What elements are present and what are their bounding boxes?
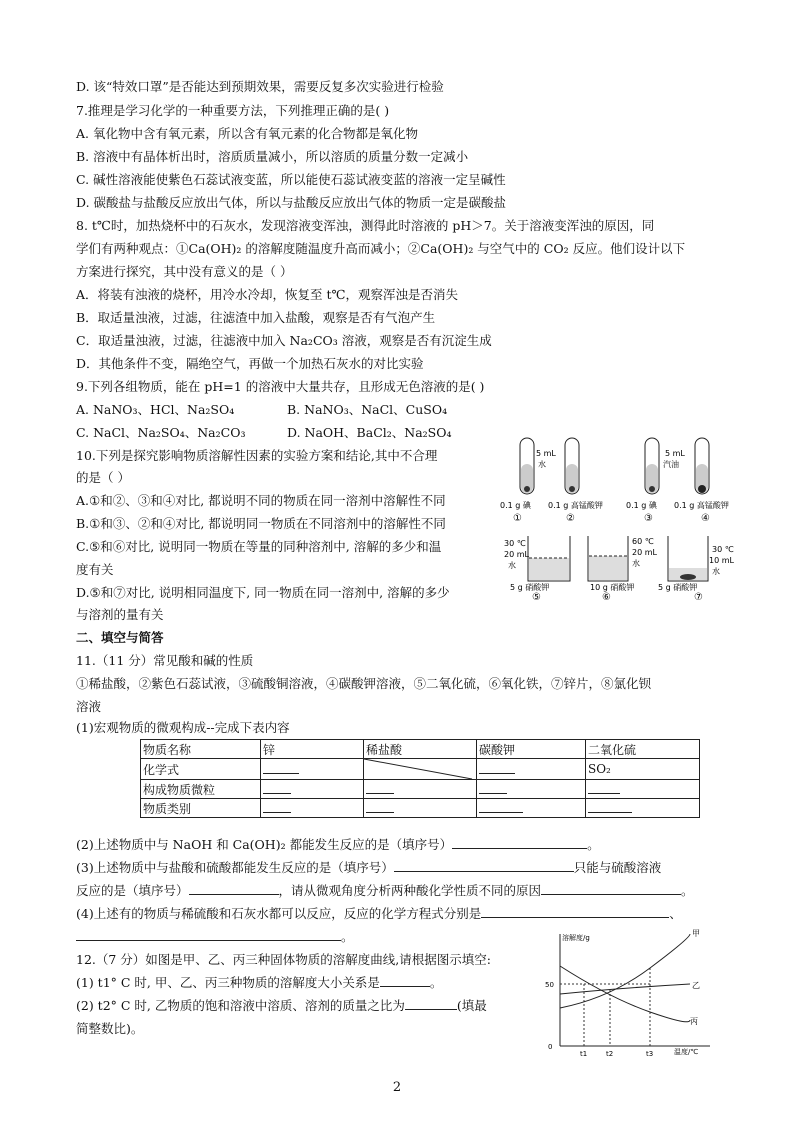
q8-option-b: B．取适量浊液，过滤，往滤渣中加入盐酸，观察是否有气泡产生 <box>76 310 436 325</box>
question-10-line2: 的是（ ） <box>76 470 130 485</box>
table-cell: 物质类别 <box>141 799 261 818</box>
q12-part-1: (1) t1° C 时, 甲、乙、丙三种物质的溶解度大小关系是 。 <box>76 975 443 990</box>
table-row <box>141 740 700 759</box>
q11-table <box>140 739 700 818</box>
q12-part-2-text: (2) t2° C 时, 乙物质的饱和溶液中溶质、溶剂的质量之比为 <box>76 998 405 1013</box>
answer-blank[interactable] <box>261 799 364 818</box>
answer-blank[interactable] <box>380 974 430 987</box>
answer-blank[interactable] <box>364 799 477 818</box>
table-row <box>141 759 700 780</box>
beaker-5 <box>528 536 570 581</box>
tube-label: 0.1 g 碘 <box>626 501 657 510</box>
q12-part-2 <box>76 997 487 1015</box>
q8-option-c: C．取适量浊液，过滤，往滤液中加入 Na₂CO₃ 溶液，观察是否有沉淀生成 <box>76 333 492 348</box>
question-8-line3: 方案进行探究，其中没有意义的是（ ） <box>76 264 293 279</box>
answer-blank[interactable] <box>394 859 574 872</box>
y-tick-label: 0 <box>548 1043 553 1051</box>
beaker-temp: 30 ℃ <box>504 539 526 548</box>
series-jia-curve <box>560 934 690 1008</box>
section-2-heading: 二、填空与简答 <box>76 630 164 645</box>
table-row <box>141 780 700 799</box>
answer-blank[interactable] <box>586 780 700 799</box>
x-tick-label: t1 <box>580 1050 588 1058</box>
crossed-cell <box>364 759 477 780</box>
series-yi-label: 乙 <box>692 981 700 990</box>
q11-part-4-line2: 。 <box>76 928 354 946</box>
question-9: 9.下列各组物质，能在 pH=1 的溶液中大量共存，且形成无色溶液的是( ) <box>76 379 485 394</box>
answer-blank[interactable] <box>477 799 586 818</box>
q11-part-4-line1: (4)上述有的物质与稀硫酸和石灰水都可以反应，反应的化学方程式分别是 、 <box>76 906 682 921</box>
beaker-number: ⑦ <box>694 592 703 603</box>
tube-solvent-oil-label: 5 mL <box>665 449 685 458</box>
tube-label: 0.1 g 高锰酸钾 <box>674 501 729 510</box>
beaker-liquid: 水 <box>712 567 720 576</box>
tube-number: ④ <box>701 513 710 524</box>
q11-part-1: (1)宏观物质的微观构成--完成下表内容 <box>76 720 290 735</box>
q7-option-d: D. 碳酸盐与盐酸反应放出气体，所以与盐酸反应放出气体的物质一定是碳酸盐 <box>76 195 507 210</box>
beaker-number: ⑥ <box>602 592 611 603</box>
table-cell: 锌 <box>261 740 364 759</box>
q11-part-2-text: (2)上述物质中与 NaOH 和 Ca(OH)₂ 都能发生反应的是（填序号） <box>76 837 453 852</box>
beaker-volume: 20 mL <box>632 548 657 557</box>
question-8-line1: 8. t℃时，加热烧杯中的石灰水，发现溶液变浑浊，测得此时溶液的 pH＞7。关于溶液变浑浊的原因，同 <box>76 218 655 233</box>
tube-number: ③ <box>644 513 653 524</box>
question-8-line2: 学们有两种观点：①Ca(OH)₂ 的溶解度随温度升高而减小；②Ca(OH)₂ 与空气中的 CO₂ 反应。他们设计以下 <box>76 241 686 256</box>
answer-blank[interactable] <box>261 780 364 799</box>
q11-part-3-text: (3)上述物质中与盐酸和硫酸都能发生反应的是（填序号） <box>76 860 394 875</box>
tube-number: ② <box>566 513 575 524</box>
question-11: 11.（11 分）常见酸和碱的性质 <box>76 653 254 668</box>
answer-blank[interactable] <box>477 780 586 799</box>
q8-option-a: A．将装有浊液的烧杯，用冷水冷却，恢复至 t℃，观察浑浊是否消失 <box>76 287 459 302</box>
q7-option-b: B. 溶液中有晶体析出时，溶质质量减小，所以溶质的质量分数一定减小 <box>76 149 469 164</box>
table-cell: 化学式 <box>141 759 261 780</box>
series-bing-label: 丙 <box>690 1017 698 1026</box>
table-cell: 构成物质微粒 <box>141 780 261 799</box>
question-12: 12.（7 分）如图是甲、乙、丙三种固体物质的溶解度曲线,请根据图示填空: <box>76 952 491 967</box>
q12-part-2-text-b: (填最 <box>456 998 487 1013</box>
q10-option-c-line2: 度有关 <box>76 562 114 577</box>
q11-part-2: (2)上述物质中与 NaOH 和 Ca(OH)₂ 都能发生反应的是（填序号） 。 <box>76 837 600 852</box>
tube-solvent-water-label2: 水 <box>538 460 546 469</box>
q11-part-3-text-c: 反应的是（填序号） <box>76 883 189 898</box>
beaker-liquid: 水 <box>632 559 640 568</box>
table-row <box>141 799 700 818</box>
y-tick-label: 50 <box>545 981 554 989</box>
series-jia-label: 甲 <box>692 929 700 938</box>
q11-list-line2: 溶液 <box>76 699 102 714</box>
answer-blank[interactable] <box>477 759 586 780</box>
series-yi-curve <box>560 984 690 994</box>
q9-option-c: C. NaCl、Na₂SO₄、Na₂CO₃ <box>76 425 246 440</box>
page-number: 2 <box>392 1080 402 1095</box>
test-tube-2 <box>565 438 579 494</box>
q11-list-line1: ①稀盐酸，②紫色石蕊试液，③硫酸铜溶液，④碳酸钾溶液，⑤二氧化硫，⑥氧化铁，⑦锌片，⑧氯化钡 <box>76 676 652 691</box>
answer-blank[interactable] <box>364 780 477 799</box>
answer-blank[interactable] <box>481 905 669 918</box>
beaker-temp: 30 ℃ <box>712 545 734 554</box>
table-cell: 碳酸钾 <box>477 740 586 759</box>
q10-option-c-line1: C.⑤和⑥对比, 说明同一物质在等量的同种溶剂中, 溶解的多少和温 <box>76 539 442 554</box>
x-axis-label: 温度/℃ <box>674 1048 699 1056</box>
table-cell: 二氧化硫 <box>586 740 700 759</box>
tube-label: 0.1 g 碘 <box>500 501 531 510</box>
answer-blank[interactable] <box>189 882 279 895</box>
x-tick-label: t3 <box>646 1050 654 1058</box>
q10-option-d-line2: 与溶剂的量有关 <box>76 607 164 622</box>
q12-part-2-line2: 简整数比)。 <box>76 1021 144 1036</box>
answer-blank[interactable] <box>76 928 341 941</box>
tube-solvent-oil-label2: 汽油 <box>663 460 679 469</box>
test-tube-3 <box>645 438 659 494</box>
answer-blank[interactable] <box>452 836 587 849</box>
beaker-label: 5 g 硝酸钾 <box>510 583 550 592</box>
q11-part-3-line1 <box>76 859 661 877</box>
q9-option-a: A. NaNO₃、HCl、Na₂SO₄ <box>76 402 235 417</box>
answer-blank[interactable] <box>541 882 681 895</box>
q12-part-1-text: (1) t1° C 时, 甲、乙、丙三种物质的溶解度大小关系是 <box>76 975 380 990</box>
x-tick-label: t2 <box>606 1050 614 1058</box>
q10-option-d-line1: D.⑤和⑦对比, 说明相同温度下, 同一物质在同一溶剂中, 溶解的多少 <box>76 585 450 600</box>
answer-blank[interactable] <box>405 997 457 1010</box>
answer-blank[interactable] <box>586 799 700 818</box>
beaker-liquid: 水 <box>508 561 516 570</box>
q11-part-3-text-b: 只能与硫酸溶液 <box>573 860 662 875</box>
question-7: 7.推理是学习化学的一种重要方法，下列推理正确的是( ) <box>76 103 390 118</box>
beaker-volume: 10 mL <box>709 556 734 565</box>
beaker-7 <box>668 536 708 581</box>
y-axis-label: 溶解度/g <box>562 934 590 942</box>
table-cell: SO₂ <box>586 759 700 780</box>
test-tube-1 <box>520 438 534 494</box>
q9-option-b: B. NaNO₃、NaCl、CuSO₄ <box>287 402 448 417</box>
q9-option-d: D. NaOH、BaCl₂、Na₂SO₄ <box>287 425 452 440</box>
option-d-line: D. 该“特效口罩”是否能达到预期效果，需要反复多次实验进行检验 <box>76 79 444 94</box>
answer-blank[interactable] <box>261 759 364 780</box>
beaker-label: 10 g 硝酸钾 <box>590 583 635 592</box>
q10-option-b: B.①和③、②和④对比, 都说明同一物质在不同溶剂中的溶解性不同 <box>76 516 446 531</box>
series-bing-curve <box>560 966 690 1022</box>
table-cell: 物质名称 <box>141 740 261 759</box>
q11-part-4-text: (4)上述有的物质与稀硫酸和石灰水都可以反应，反应的化学方程式分别是 <box>76 906 482 921</box>
beaker-label: 5 g 硝酸钾 <box>658 583 698 592</box>
tube-solvent-water-label: 5 mL <box>536 449 556 458</box>
question-10-line1: 10.下列是探究影响物质溶解性因素的实验方案和结论,其中不合理 <box>76 448 438 463</box>
q8-option-d: D．其他条件不变，隔绝空气，再做一个加热石灰水的对比实验 <box>76 356 424 371</box>
q11-part-3-line2: 反应的是（填序号） ，请从微观角度分析两种酸化学性质不同的原因 。 <box>76 883 694 898</box>
q10-option-a: A.①和②、③和④对比, 都说明不同的物质在同一溶剂中溶解性不同 <box>76 493 446 508</box>
test-tube-4 <box>695 438 709 494</box>
q11-part-3-text-d: ，请从微观角度分析两种酸化学性质不同的原因 <box>278 883 542 898</box>
solubility-experiment-figure <box>498 436 734 603</box>
q7-option-c: C. 碱性溶液能使紫色石蕊试液变蓝，所以能使石蕊试液变蓝的溶液一定呈碱性 <box>76 172 506 187</box>
diagonal-line-icon <box>364 759 472 779</box>
beaker-6 <box>588 536 628 581</box>
solubility-curve-chart <box>540 928 720 1058</box>
beaker-volume: 20 mL <box>504 550 529 559</box>
tube-label: 0.1 g 高锰酸钾 <box>548 501 603 510</box>
q7-option-a: A. 氧化物中含有氧元素，所以含有氧元素的化合物都是氧化物 <box>76 126 418 141</box>
tube-number: ① <box>513 513 522 524</box>
beaker-temp: 60 ℃ <box>632 537 654 546</box>
beaker-number: ⑤ <box>532 592 541 603</box>
table-cell: 稀盐酸 <box>364 740 477 759</box>
